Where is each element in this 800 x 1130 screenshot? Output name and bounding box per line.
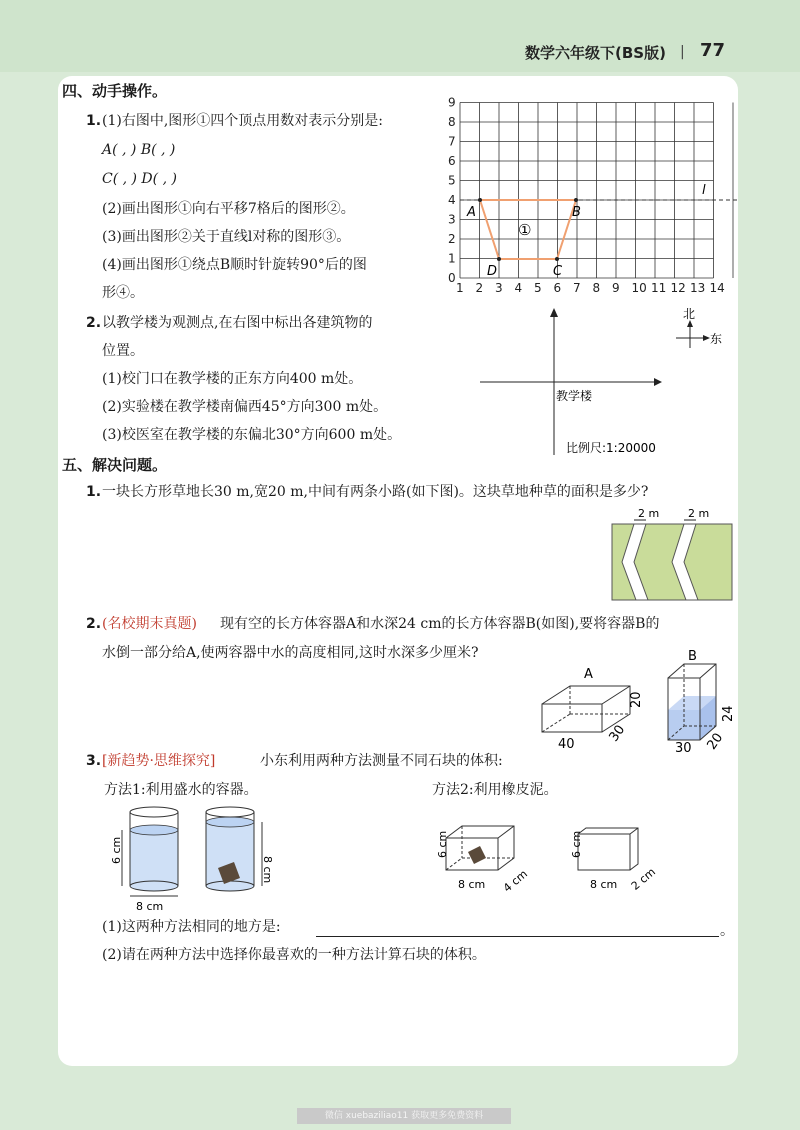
east-label: 东: [710, 332, 723, 346]
box-B-water-depth: 24: [721, 705, 736, 722]
q4-1-line3: C( , ) D( , ): [102, 171, 177, 187]
cylinder-1-water-height: 6 cm: [110, 836, 123, 864]
north-arrow-icon: [676, 320, 710, 348]
cylinder-2-water-height: 8 cm: [261, 856, 274, 884]
q5-1-text: 一块长方形草地长30 m,宽20 m,中间有两条小路(如下图)。这块草地种草的面积是多少?: [102, 484, 649, 500]
x-tick-5: 5: [534, 281, 542, 295]
cylinders-figure: [100, 802, 290, 914]
line-l-label: l: [702, 183, 706, 198]
x-tick-14: 14: [709, 281, 725, 295]
x-tick-9: 9: [612, 281, 620, 295]
y-tick-1: 1: [448, 251, 456, 266]
clay-box-2-height: 6 cm: [570, 830, 583, 858]
q4-1-line6: (4)画出图形①绕点B顺时针旋转90°后的图: [102, 257, 367, 273]
clay-box-1-height: 6 cm: [436, 830, 449, 858]
q4-1-line1: (1)右图中,图形①四个顶点用数对表示分别是:: [102, 113, 383, 129]
coordinate-grid: [440, 92, 740, 302]
q4-2-line1: 以教学楼为观测点,在右图中标出各建筑物的: [102, 315, 373, 331]
map-scale: 比例尺:1:20000: [566, 441, 656, 455]
page-number: 77: [700, 40, 726, 61]
q4-1-line4: (2)画出图形①向右平移7格后的图形②。: [102, 201, 355, 217]
q5-3-sub1-end: 。: [720, 923, 734, 939]
x-tick-11: 11: [651, 281, 667, 295]
q5-2-line2: 水倒一部分给A,使两容器中水的高度相同,这时水深多少厘米?: [102, 645, 479, 661]
x-tick-6: 6: [553, 281, 562, 295]
clay-boxes-figure: [428, 818, 678, 898]
header-separator: |: [680, 44, 685, 60]
q4-1-line2: A( , ) B( , ): [102, 142, 176, 158]
q5-3-sub2: (2)请在两种方法中选择你最喜欢的一种方法计算石块的体积。: [102, 947, 486, 963]
q4-1-number: 1.: [86, 113, 102, 129]
q5-3-text: 小东利用两种方法测量不同石块的体积:: [260, 753, 503, 769]
box-A-label: A: [584, 667, 593, 682]
y-tick-7: 7: [448, 134, 456, 149]
point-A-label: A: [467, 205, 476, 220]
y-tick-6: 6: [448, 154, 456, 168]
box-B-width: 20: [704, 730, 727, 753]
section5-title: 五、解决问题。: [62, 456, 168, 474]
q5-2-line1: 现有空的长方体容器A和水深24 cm的长方体容器B(如图),要将容器B的: [220, 616, 660, 632]
stone-in-clay-icon: [468, 846, 486, 864]
q5-3-tag: [新趋势·思维探究]: [102, 753, 216, 769]
clay-box-2-width: 2 cm: [628, 865, 659, 893]
box-A-height: 20: [629, 691, 644, 708]
y-tick-3: 3: [448, 212, 456, 227]
method-2-label: 方法2:利用橡皮泥。: [432, 782, 558, 798]
point-D-label: D: [487, 264, 498, 279]
q5-2-number: 2.: [86, 616, 102, 632]
y-tick-8: 8: [448, 115, 456, 129]
containers-figure: [530, 648, 740, 756]
q4-2-line5: (3)校医室在教学楼的东偏北30°方向600 m处。: [102, 427, 402, 443]
q5-2-tag: (名校期末真题): [102, 616, 197, 632]
point-B-label: B: [572, 205, 581, 220]
answer-line[interactable]: [316, 936, 719, 937]
x-tick-7: 7: [573, 281, 581, 295]
q4-2-line2: 位置。: [102, 343, 144, 359]
q4-2-line4: (2)实验楼在教学楼南偏西45°方向300 m处。: [102, 399, 388, 415]
q5-1-number: 1.: [86, 484, 102, 500]
y-tick-0: 0: [448, 271, 456, 285]
q4-2-number: 2.: [86, 315, 102, 331]
box-B-label: B: [688, 649, 697, 664]
box-A-width: 30: [606, 722, 629, 745]
section4-title: 四、动手操作。: [62, 82, 168, 100]
box-B-length: 30: [675, 741, 692, 756]
x-tick-10: 10: [631, 281, 647, 295]
shape-1-label: ①: [518, 221, 532, 239]
x-tick-12: 12: [670, 281, 686, 295]
north-label: 北: [683, 307, 696, 321]
x-tick-1: 1: [456, 281, 464, 295]
box-A-length: 40: [558, 737, 575, 752]
x-tick-13: 13: [690, 281, 706, 295]
y-tick-2: 2: [448, 232, 456, 246]
clay-box-2: [578, 828, 638, 870]
direction-map: [470, 300, 740, 465]
clay-box-1-length: 8 cm: [458, 878, 486, 891]
clay-box-2-length: 8 cm: [590, 878, 618, 891]
x-tick-8: 8: [592, 281, 601, 295]
path-1-width: 2 m: [638, 507, 660, 520]
point-C-label: C: [553, 264, 563, 279]
q4-2-line3: (1)校门口在教学楼的正东方向400 m处。: [102, 371, 363, 387]
method-1-label: 方法1:利用盛水的容器。: [104, 782, 258, 798]
footer-watermark: 微信 xuebaziliao11 获取更多免费资料: [297, 1108, 511, 1124]
q4-1-line7: 形④。: [102, 285, 144, 301]
grass-field-figure: [610, 502, 735, 602]
cylinder-diameter: 8 cm: [136, 900, 164, 913]
x-tick-3: 3: [495, 281, 503, 295]
y-tick-4: 4: [448, 193, 456, 207]
school-building-label: 教学楼: [556, 389, 593, 403]
clay-box-1-width: 4 cm: [500, 867, 531, 895]
q4-1-line5: (3)画出图形②关于直线l对称的图形③。: [102, 229, 351, 245]
x-tick-4: 4: [514, 281, 523, 295]
path-2-width: 2 m: [688, 507, 710, 520]
y-tick-5: 5: [448, 173, 456, 188]
x-tick-2: 2: [475, 281, 484, 295]
q5-3-number: 3.: [86, 753, 102, 769]
y-tick-9: 9: [448, 95, 456, 110]
q5-3-sub1: (1)这两种方法相同的地方是:: [102, 919, 281, 935]
header-band: [0, 0, 800, 72]
book-title: 数学六年级下(BS版): [525, 44, 666, 62]
